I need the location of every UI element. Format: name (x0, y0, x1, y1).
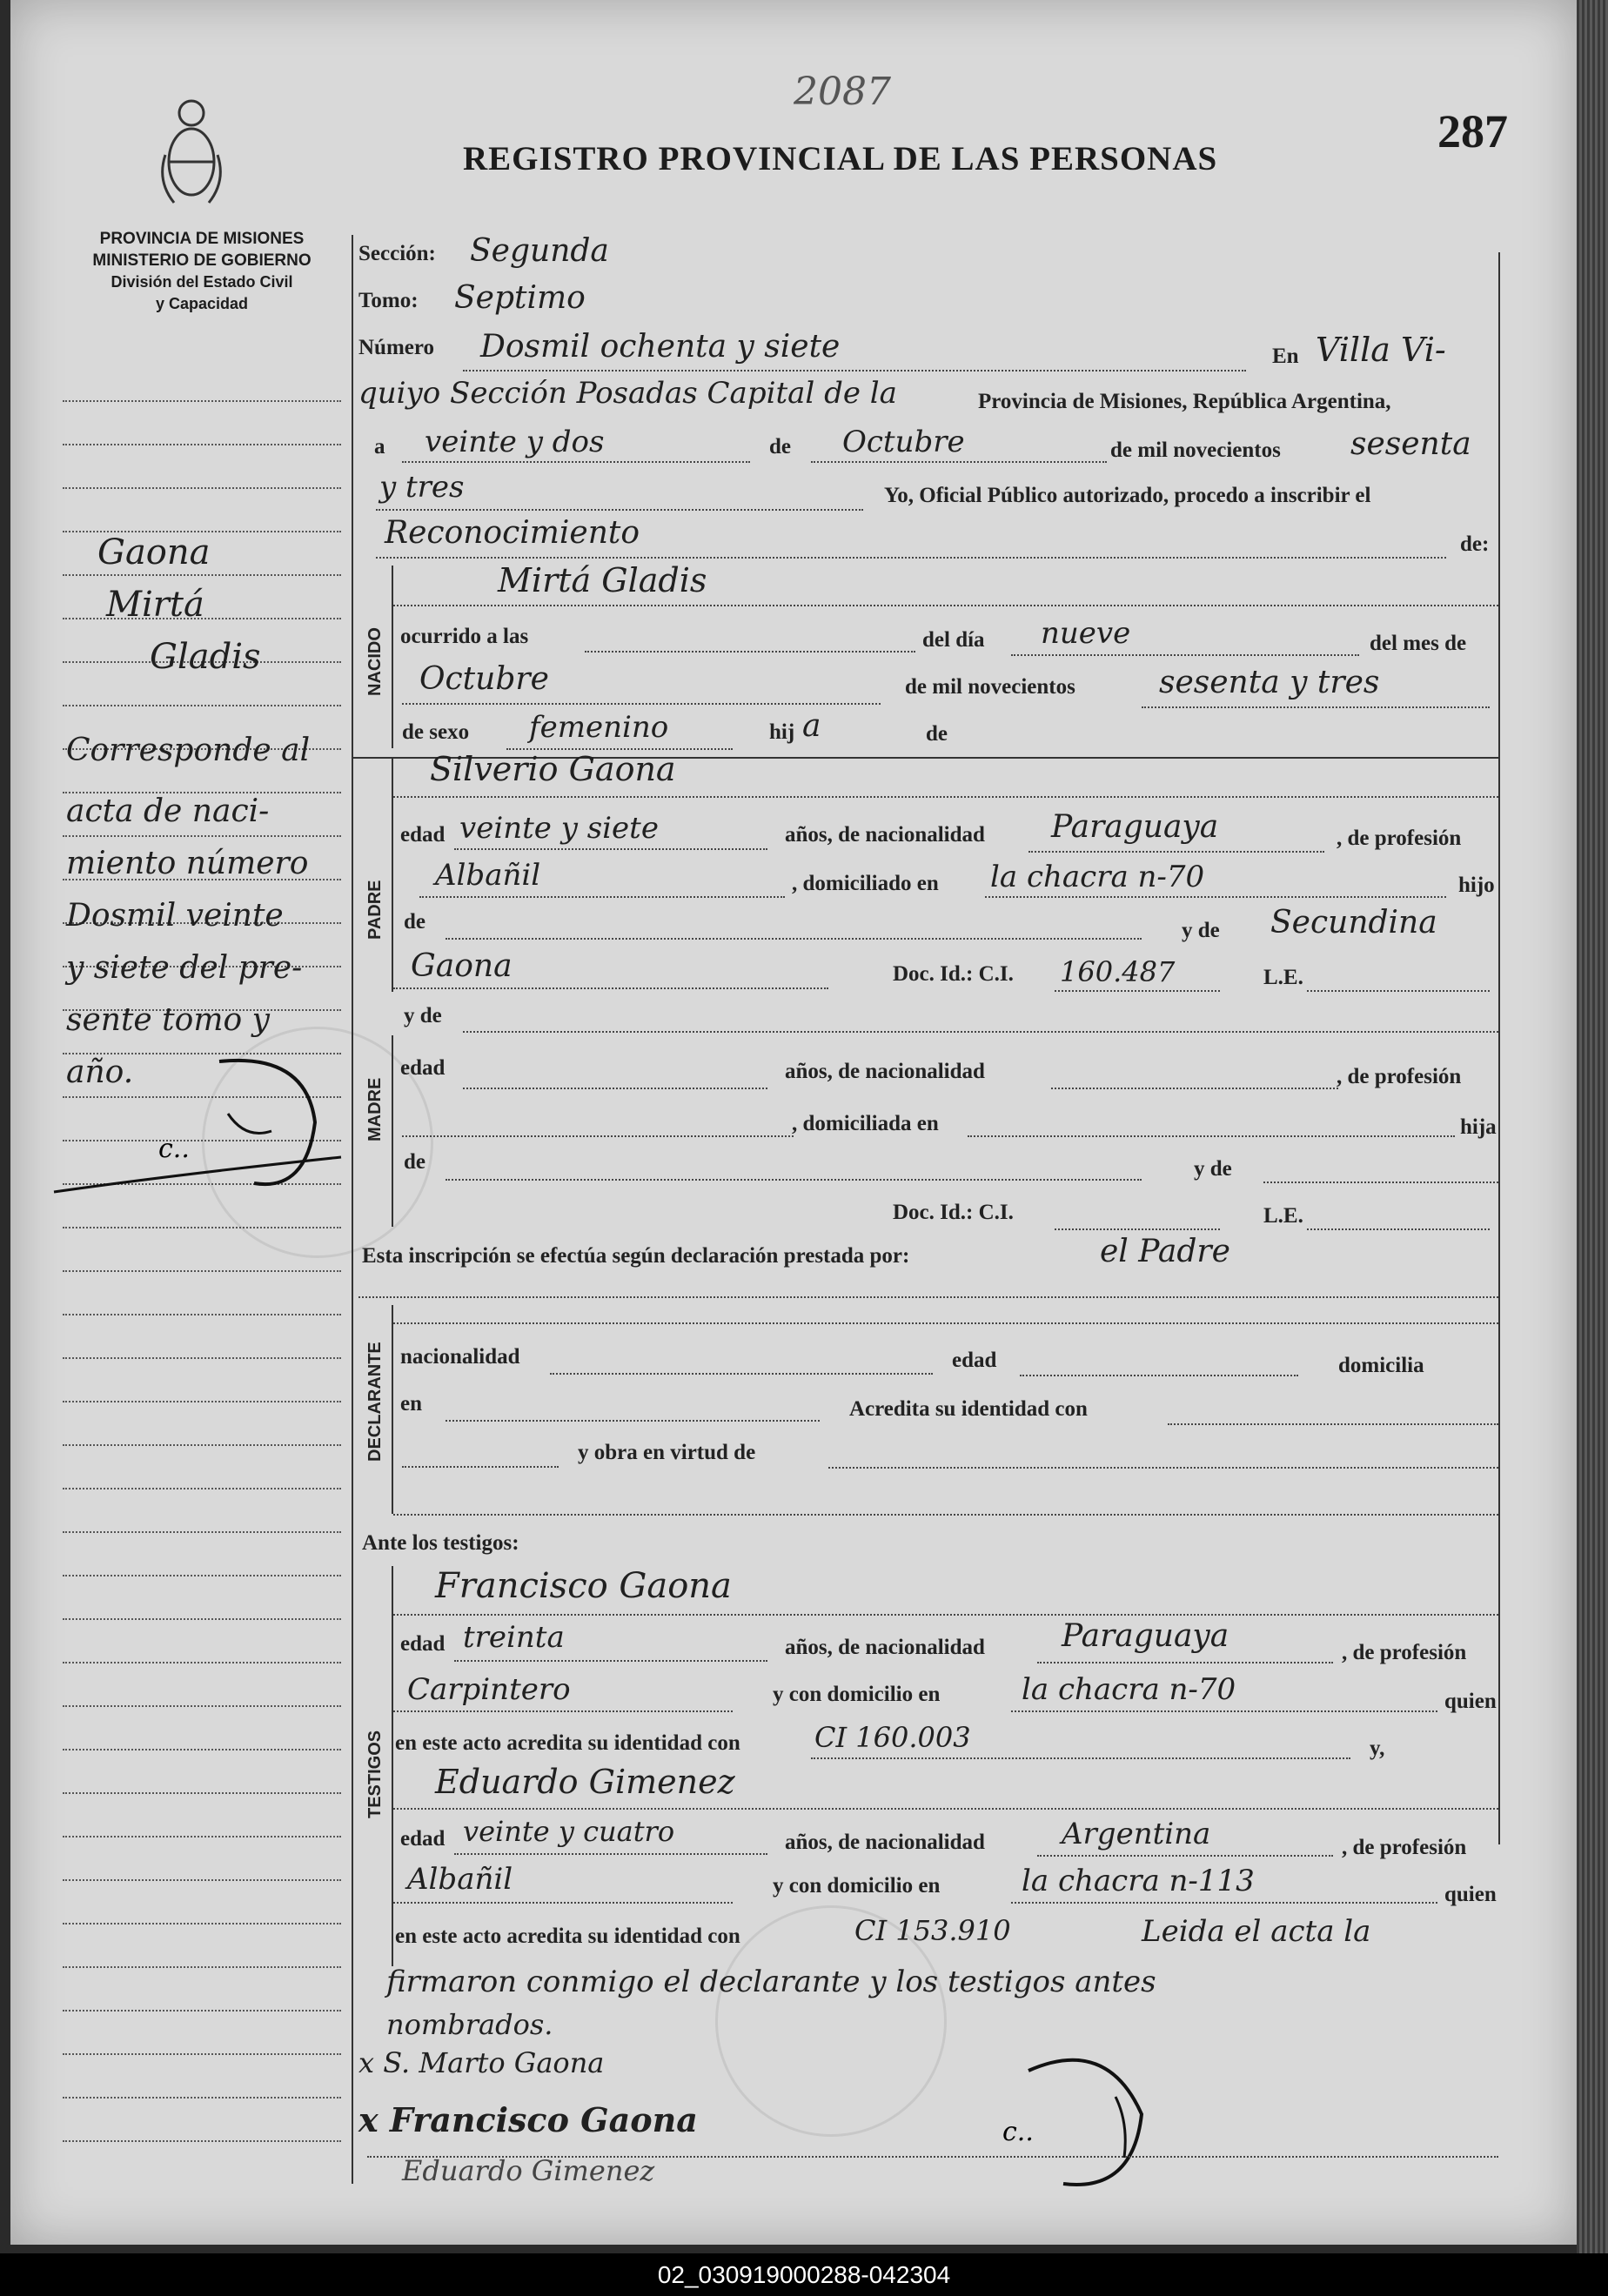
margin-note-line: Mirtá (106, 585, 204, 625)
agency-line: PROVINCIA DE MISIONES (99, 230, 305, 248)
padre-le-label: L.E. (1263, 966, 1303, 989)
t1-nac-value: Paraguaya (1062, 1618, 1229, 1654)
madre-le-label: L.E. (1263, 1204, 1303, 1228)
madre-nac-label: años, de nacionalidad (785, 1060, 985, 1083)
t2-prof-label: , de profesión (1342, 1836, 1467, 1859)
a-label: a (374, 435, 385, 459)
t1-prof-label: , de profesión (1342, 1641, 1467, 1664)
padre-section-label: PADRE (365, 880, 385, 940)
margin-note-line: Dosmil veinte (66, 898, 284, 934)
margin-note-line: Corresponde al (66, 733, 311, 768)
faded-stamp (202, 1027, 433, 1258)
declarante-obra-label: y obra en virtud de (578, 1441, 756, 1464)
t1-quien-label: quien (1444, 1690, 1497, 1713)
testigo1-nombre-value: Francisco Gaona (435, 1566, 732, 1606)
declarante-edad-label: edad (952, 1349, 997, 1372)
page-number: 287 (1437, 105, 1508, 157)
t2-quien-label: quien (1444, 1883, 1497, 1906)
t1-dom-label: y con domicilio en (773, 1683, 941, 1706)
seccion-label: Sección: (358, 242, 436, 265)
padre-nac-label: años, de nacionalidad (785, 823, 985, 847)
mes-value: Octubre (842, 425, 965, 459)
declarante-section-label: DECLARANTE (365, 1342, 385, 1462)
signature-2: x Francisco Gaona (358, 2100, 698, 2139)
madre-hija-label: hija (1460, 1115, 1497, 1139)
signature-3: Eduardo Gimenez (402, 2154, 655, 2187)
lugar-value: quiyo Sección Posadas Capital de la (358, 376, 897, 411)
padre-nombre-value: Silverio Gaona (430, 750, 676, 788)
seccion-value: Segunda (470, 233, 609, 269)
t2-dom-label: y con domicilio en (773, 1874, 941, 1898)
t2-prof-value: Albañil (407, 1862, 513, 1897)
en-value: Villa Vi- (1316, 331, 1446, 369)
closing-line-2: nombrados. (386, 2008, 553, 2041)
declarante-nac-label: nacionalidad (400, 1345, 520, 1369)
declaracion-label: Esta inscripción se efectúa según declaración prestada por: (362, 1244, 910, 1268)
signature-1: x S. Marto Gaona (358, 2046, 605, 2079)
en-label: En (1272, 345, 1299, 368)
sexo-value: femenino (529, 710, 669, 745)
oficial-label: Yo, Oficial Público autorizado, procedo a inscribir el (884, 484, 1371, 507)
t2-acredita-label: en este acto acredita su identidad con (395, 1924, 740, 1948)
declarante-acredita-label: Acredita su identidad con (849, 1397, 1088, 1421)
ocurrido-label: ocurrido a las (400, 625, 529, 648)
t2-edad-value: veinte y cuatro (463, 1815, 675, 1848)
nacido-section-label: NACIDO (365, 627, 385, 696)
madre-doc-label: Doc. Id.: C.I. (893, 1201, 1014, 1224)
declarante-domicilia-label: domicilia (1338, 1354, 1424, 1377)
agency-header (63, 228, 341, 315)
de-colon-label: de: (1460, 532, 1490, 556)
madre-y-de-label: y de (404, 1004, 442, 1028)
de-mil-label: de mil novecientos (1110, 438, 1281, 462)
de-label-2: de (926, 722, 948, 746)
anio-nac-value: sesenta y tres (1159, 665, 1380, 700)
declarante-en-label: en (400, 1392, 422, 1416)
agency-line: y Capacidad (155, 295, 249, 312)
declarante-value: el Padre (1100, 1234, 1230, 1269)
padre-prof-label: , de profesión (1337, 827, 1462, 850)
image-id-footer: 02_030919000288-042304 (0, 2253, 1608, 2296)
margin-note-line: Gaona (97, 532, 211, 572)
agency-line: División del Estado Civil (111, 273, 293, 291)
padre-doc-label: Doc. Id.: C.I. (893, 962, 1014, 986)
margin-note-line: año. (66, 1054, 134, 1090)
dia-nac-value: nueve (1041, 616, 1131, 651)
t2-nac-label: años, de nacionalidad (785, 1831, 985, 1854)
de-label: de (769, 435, 791, 459)
t1-ci-value: CI 160.003 (814, 1721, 971, 1754)
coat-of-arms-icon (157, 94, 226, 216)
del-dia-label: del día (922, 628, 985, 652)
t2-nac-value: Argentina (1062, 1817, 1211, 1851)
numero-value: Dosmil ochenta y siete (480, 329, 841, 365)
register-page (10, 0, 1577, 2245)
page-title: REGISTRO PROVINCIAL DE LAS PERSONAS (463, 140, 1218, 177)
sexo-label: de sexo (402, 720, 470, 744)
madre-edad-label: edad (400, 1056, 446, 1080)
madre-section-label: MADRE (365, 1077, 385, 1141)
padre-dom-label: , domiciliado en (792, 872, 939, 895)
agency-line: MINISTERIO DE GOBIERNO (92, 251, 312, 270)
padre-madre-value: Secundina (1270, 905, 1437, 940)
del-mes-label: del mes de (1370, 632, 1467, 655)
t2-rest-value: Leida el acta la (1142, 1914, 1371, 1949)
anio-value-2: y tres (379, 470, 465, 505)
margin-note-line: sente tomo y (66, 1002, 270, 1038)
t1-dom-value: la chacra n-70 (1022, 1672, 1236, 1707)
margin-note-line: y siete del pre- (66, 950, 303, 986)
t1-nac-label: años, de nacionalidad (785, 1636, 985, 1659)
margin-note-line: Gladis (150, 637, 261, 677)
official-signature-icon (976, 2036, 1185, 2210)
t2-ci-value: CI 153.910 (854, 1914, 1011, 1947)
svg-text:c..: c.. (1002, 2117, 1034, 2147)
provincia-label: Provincia de Misiones, República Argentina, (978, 390, 1391, 413)
t1-edad-label: edad (400, 1632, 446, 1656)
madre-de-label: de (404, 1150, 425, 1174)
padre-nac-value: Paraguaya (1051, 809, 1219, 845)
testigos-section-label: TESTIGOS (365, 1730, 385, 1818)
ante-testigos-label: Ante los testigos: (362, 1531, 519, 1555)
margin-note-line: miento número (66, 846, 309, 881)
hij-suffix-value: a (802, 708, 821, 744)
padre-edad-value: veinte y siete (459, 811, 659, 846)
t1-y-label: y, (1370, 1737, 1385, 1760)
padre-y-de-label: y de (1182, 919, 1220, 942)
padre-dom-value: la chacra n-70 (990, 860, 1205, 894)
t2-edad-label: edad (400, 1827, 446, 1851)
svg-text:c..: c.. (158, 1134, 190, 1164)
stamped-number: 2087 (794, 70, 891, 114)
acto-value: Reconocimiento (385, 515, 640, 551)
de-mil-nac-label: de mil novecientos (905, 675, 1075, 699)
padre-edad-label: edad (400, 823, 446, 847)
padre-prof-value: Albañil (435, 858, 541, 893)
closing-line-1: firmaron conmigo el declarante y los testigos antes (386, 1965, 1156, 1999)
margin-note-line: acta de naci- (66, 793, 270, 829)
padre-de-label: de (404, 910, 425, 934)
t1-prof-value: Carpintero (407, 1672, 571, 1707)
tomo-label: Tomo: (358, 289, 419, 312)
mes-nac-value: Octubre (419, 661, 549, 697)
padre-apellido-value: Gaona (411, 948, 513, 984)
padre-ci-value: 160.487 (1060, 955, 1176, 988)
dia-value: veinte y dos (425, 425, 605, 459)
madre-y-de-label-2: y de (1194, 1157, 1232, 1181)
t1-edad-value: treinta (463, 1620, 565, 1655)
book-binding (1577, 0, 1608, 2253)
madre-prof-label: , de profesión (1337, 1065, 1462, 1088)
hij-label: hij (769, 720, 795, 744)
numero-label: Número (358, 336, 435, 359)
madre-dom-label: , domiciliada en (792, 1112, 939, 1135)
anio-value: sesenta (1350, 426, 1471, 462)
testigo2-nombre-value: Eduardo Gimenez (435, 1763, 735, 1801)
nombre-value: Mirtá Gladis (498, 561, 707, 599)
t1-acredita-label: en este acto acredita su identidad con (395, 1731, 740, 1755)
tomo-value: Septimo (454, 280, 586, 316)
t2-dom-value: la chacra n-113 (1022, 1864, 1255, 1898)
padre-hijo-label: hijo (1458, 874, 1495, 897)
